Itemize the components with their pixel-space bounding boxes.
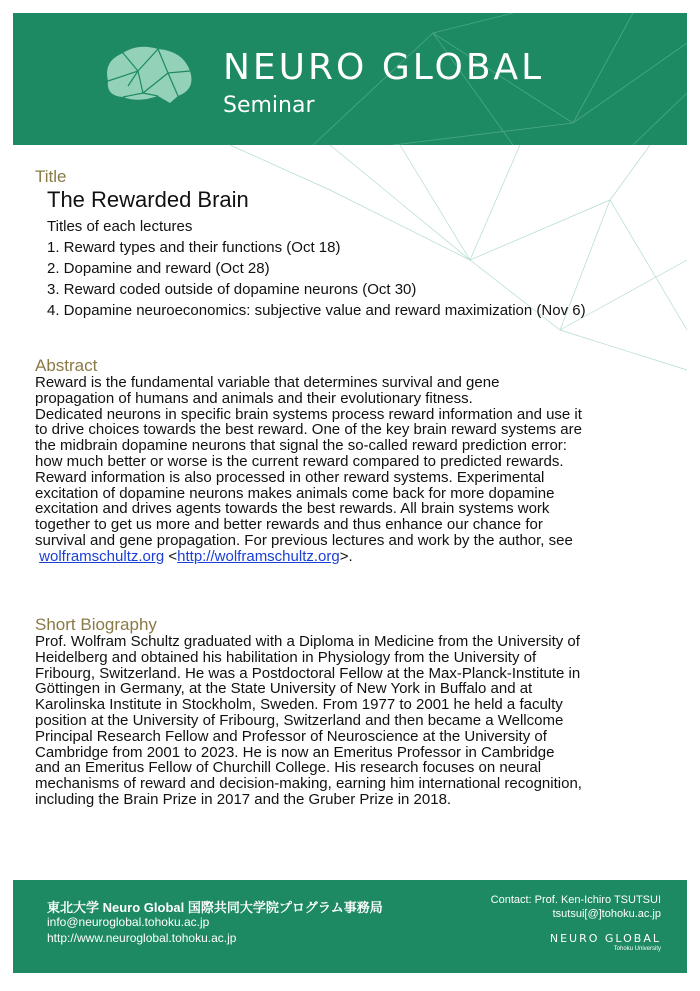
footer-banner xyxy=(13,880,687,973)
biography-line: Principal Research Fellow and Professor of Neuroscience at the University of xyxy=(35,727,547,745)
abstract-line: the midbrain dopamine neurons that signal the so-called reward prediction error: xyxy=(35,437,567,455)
abstract-line: excitation and drives agents towards the best rewards. All brain systems work xyxy=(35,500,550,518)
biography-line: Cambridge from 2001 to 2023. He is now an Emeritus Professor in Cambridge xyxy=(35,743,555,761)
author-url-link[interactable]: http://wolframschultz.org xyxy=(177,547,340,565)
footer-contact: Contact: Prof. Ken-Ichiro TSUTSUI xyxy=(490,894,661,906)
brand-subtitle: Seminar xyxy=(223,93,315,118)
biography-body xyxy=(35,634,685,808)
biography-label: Short Biography xyxy=(35,615,157,634)
brand-title: NEURO GLOBAL xyxy=(223,47,545,88)
abstract-line: survival and gene propagation. For previous lectures and work by the author, see xyxy=(35,531,573,549)
biography-line: Fribourg, Switzerland. He was a Postdoctoral Fellow at the Max-Planck-Institute in xyxy=(35,664,581,682)
abstract-line: to drive choices towards the best reward. One of the key brain reward systems are xyxy=(35,421,582,439)
abstract-line: Reward is the fundamental variable that determines survival and gene xyxy=(35,374,500,391)
biography-line: and an Emeritus Fellow of Churchill College. His research focuses on neural xyxy=(35,759,542,777)
lecture-list xyxy=(47,216,586,321)
abstract-body xyxy=(35,375,685,565)
lectures-heading: Titles of each lectures xyxy=(47,218,193,235)
biography-line: mechanisms of reward and decision-making, earning him international recognition, xyxy=(35,775,582,793)
abstract-line: propagation of humans and animals and their evolutionary fitness. xyxy=(35,389,473,407)
abstract-line: excitation of dopamine neurons makes animals come back for more dopamine xyxy=(35,484,555,502)
biography-line: Prof. Wolfram Schultz graduated with a Diploma in Medicine from the University of xyxy=(35,633,580,650)
lecture-item: 4. Dopamine neuroeconomics: subjective value and reward maximization (Nov 6) xyxy=(47,302,586,319)
abstract-line: together to get us more and better rewards and thus enhance our chance for xyxy=(35,516,543,534)
footer-organization: 東北大学 Neuro Global 国際共同大学院プログラム事務局 xyxy=(47,900,383,915)
footer-brand-tag: Tohoku University xyxy=(613,946,661,952)
brain-logo-icon xyxy=(98,41,198,111)
header-banner xyxy=(13,13,687,145)
footer-email[interactable]: info@neuroglobal.tohoku.ac.jp xyxy=(47,915,210,929)
seminar-title: The Rewarded Brain xyxy=(47,187,249,212)
lecture-item: 2. Dopamine and reward (Oct 28) xyxy=(47,260,270,277)
biography-line: position at the University of Fribourg, Switzerland and then became a Wellcome xyxy=(35,711,564,729)
abstract-link-line xyxy=(35,549,685,565)
link-close-bracket: >. xyxy=(339,547,353,565)
footer-contact-email: tsutsui[@]tohoku.ac.jp xyxy=(552,908,661,920)
abstract-line: how much better or worse is the current reward compared to predicted rewards. xyxy=(35,452,564,470)
abstract-label: Abstract xyxy=(35,356,98,375)
link-open-bracket: < xyxy=(168,547,178,565)
title-label: Title xyxy=(35,167,67,186)
footer-url[interactable]: http://www.neuroglobal.tohoku.ac.jp xyxy=(47,931,237,945)
biography-line: Göttingen in Germany, at the State University of New York in Buffalo and at xyxy=(35,680,533,698)
lecture-item: 3. Reward coded outside of dopamine neurons (Oct 30) xyxy=(47,281,417,298)
lecture-item: 1. Reward types and their functions (Oct 18) xyxy=(47,239,341,256)
footer-brand-logo: NEURO GLOBAL xyxy=(549,932,661,945)
abstract-line: Reward information is also processed in other reward systems. Experimental xyxy=(35,468,545,486)
abstract-line: Dedicated neurons in specific brain systems process reward information and use it xyxy=(35,405,582,423)
biography-line: Karolinska Institute in Stockholm, Sweden. From 1977 to 2001 he held a faculty xyxy=(35,696,563,714)
biography-line: including the Brain Prize in 2017 and the Gruber Prize in 2018. xyxy=(35,790,452,808)
biography-line: Heidelberg and obtained his habilitation in Physiology from the University of xyxy=(35,648,537,666)
author-site-link[interactable]: wolframschultz.org xyxy=(39,547,165,565)
